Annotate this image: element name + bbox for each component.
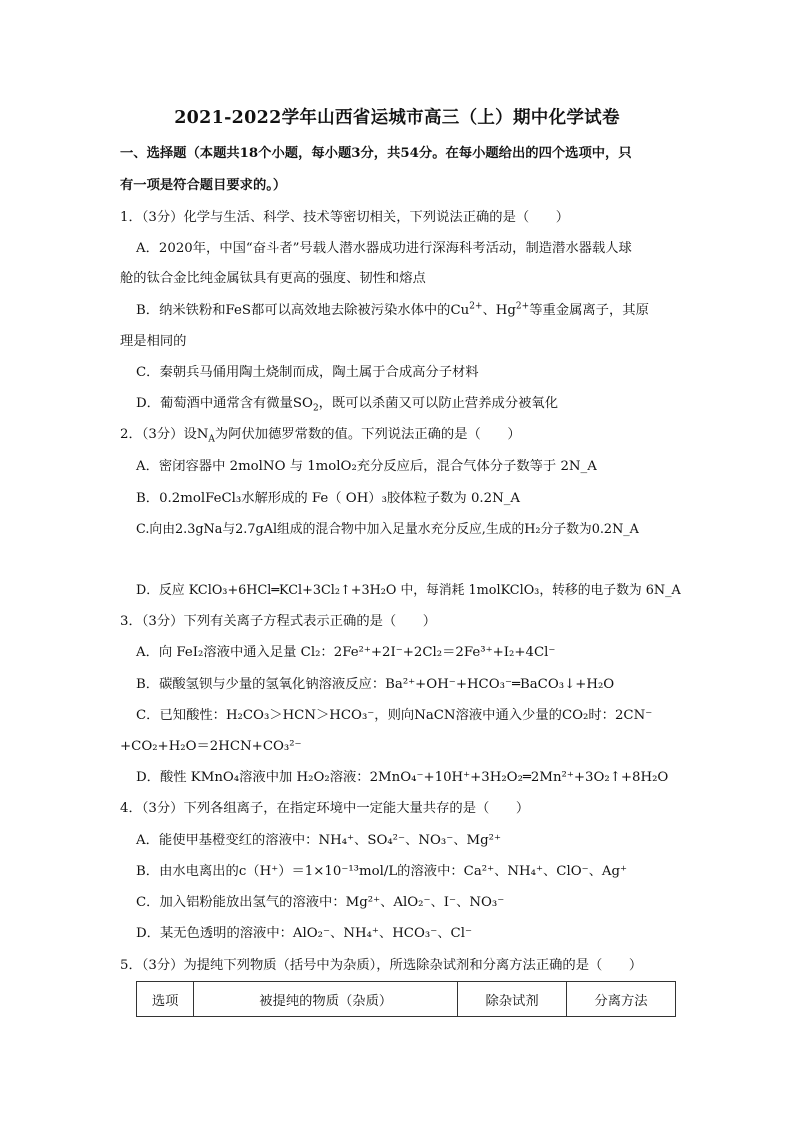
q4-option-d: D．某无色透明的溶液中：AlO₂⁻、NH₄⁺、HCO₃⁻、Cl⁻	[136, 926, 472, 941]
q3-option-b: B．碳酸氢钡与少量的氢氧化钠溶液反应：Ba²⁺+OH⁻+HCO₃⁻═BaCO₃↓+H₂O	[136, 677, 615, 692]
sub-2: 2	[312, 403, 319, 414]
q1-option-d	[136, 395, 558, 413]
q1-option-a-cont: 舱的钛合金比纯金属钛具有更高的强度、韧性和熔点	[120, 271, 426, 286]
q2-option-a: A．密闭容器中 2molNO 与 1molO₂充分反应后，混合气体分子数等于 2N_A	[136, 459, 597, 474]
q3-stem: 3．（3分）下列有关离子方程式表示正确的是（ ）	[120, 614, 437, 629]
q1-option-a: A．2020年，中国“奋斗者”号载人潜水器成功进行深海科考活动，制造潜水器载人球	[136, 241, 632, 256]
q1-b-mid: 、Hg	[482, 303, 516, 318]
q5-stem: 5．（3分）为提纯下列物质（括号中为杂质），所选除杂试剂和分离方法正确的是（ ）	[120, 958, 643, 973]
section-heading: 一、选择题（本题共18个小题，每小题3分，共54分。在每小题给出的四个选项中，只	[120, 146, 632, 161]
table-header-cell: 选项	[137, 982, 194, 1017]
q4-option-a: A．能使甲基橙变红的溶液中：NH₄⁺、SO₄²⁻、NO₃⁻、Mg²⁺	[136, 833, 501, 848]
q5-table	[136, 981, 676, 1017]
q1-b-pre: B．纳米铁粉和FeS都可以高效地去除被污染水体中的Cu	[136, 303, 470, 318]
q1-option-b-cont: 理是相同的	[120, 334, 187, 349]
q4-stem: 4．（3分）下列各组离子，在指定环境中一定能大量共存的是（ ）	[120, 801, 530, 816]
q2-stem-post: 为阿伏加德罗常数的值。下列说法正确的是（ ）	[214, 427, 521, 442]
q3-option-c: C．已知酸性：H₂CO₃＞HCN＞HCO₃⁻，则向NaCN溶液中通入少量的CO₂时：2CN⁻	[136, 708, 653, 723]
q2-option-d: D．反应 KClO₃+6HCl═KCl+3Cl₂↑+3H₂O 中，每消耗 1molKClO₃，转移的电子数为 6N_A	[136, 583, 681, 598]
q1-option-b	[136, 302, 649, 320]
table-header-cell: 分离方法	[567, 982, 676, 1017]
sup-2plus: 2+	[515, 301, 530, 312]
q2-stem	[120, 426, 521, 444]
q3-option-c-cont: +CO₂+H₂O＝2HCN+CO₃²⁻	[120, 739, 302, 754]
q1-stem: 1．（3分）化学与生活、科学、技术等密切相关，下列说法正确的是（ ）	[120, 210, 570, 225]
q3-option-a: A．向 FeI₂溶液中通入足量 Cl₂：2Fe²⁺+2I⁻+2Cl₂＝2Fe³⁺+I₂+4Cl⁻	[136, 645, 556, 660]
q4-option-b: B．由水电离出的c（H⁺）＝1×10⁻¹³mol/L的溶液中：Ca²⁺、NH₄⁺、ClO⁻、Ag⁺	[136, 864, 628, 879]
section-heading-cont: 有一项是符合题目要求的。）	[120, 178, 287, 193]
q1-d-pre: D．葡萄酒中通常含有微量SO	[136, 396, 313, 411]
q2-option-b: B．0.2molFeCl₃水解形成的 Fe（ OH）₃胶体粒子数为 0.2N_A	[136, 491, 520, 506]
q3-option-d: D．酸性 KMnO₄溶液中加 H₂O₂溶液：2MnO₄⁻+10H⁺+3H₂O₂═2Mn²⁺+3O₂↑+8H₂O	[136, 770, 669, 785]
table-header-cell: 被提纯的物质（杂质）	[194, 982, 458, 1017]
sup-2plus: 2+	[469, 301, 483, 312]
q1-d-post: ，既可以杀菌又可以防止营养成分被氧化	[318, 396, 559, 411]
table-header-row	[137, 982, 676, 1017]
q4-option-c: C．加入铝粉能放出氢气的溶液中：Mg²⁺、AlO₂⁻、I⁻、NO₃⁻	[136, 895, 505, 910]
q2-option-c: C.向由2.3gNa与2.7gAl组成的混合物中加入足量水充分反应,生成的H₂分子数为0.2N_A	[136, 522, 639, 537]
table-header-cell: 除杂试剂	[458, 982, 567, 1017]
page-title: 2021-2022学年山西省运城市高三（上）期中化学试卷	[174, 108, 620, 128]
sub-A: A	[208, 434, 215, 445]
q1-option-c: C．秦朝兵马俑用陶土烧制而成，陶土属于合成高分子材料	[136, 365, 479, 380]
q1-b-post: 等重金属离子，其原	[529, 303, 649, 318]
q2-stem-pre: 2．（3分）设N	[120, 427, 209, 442]
